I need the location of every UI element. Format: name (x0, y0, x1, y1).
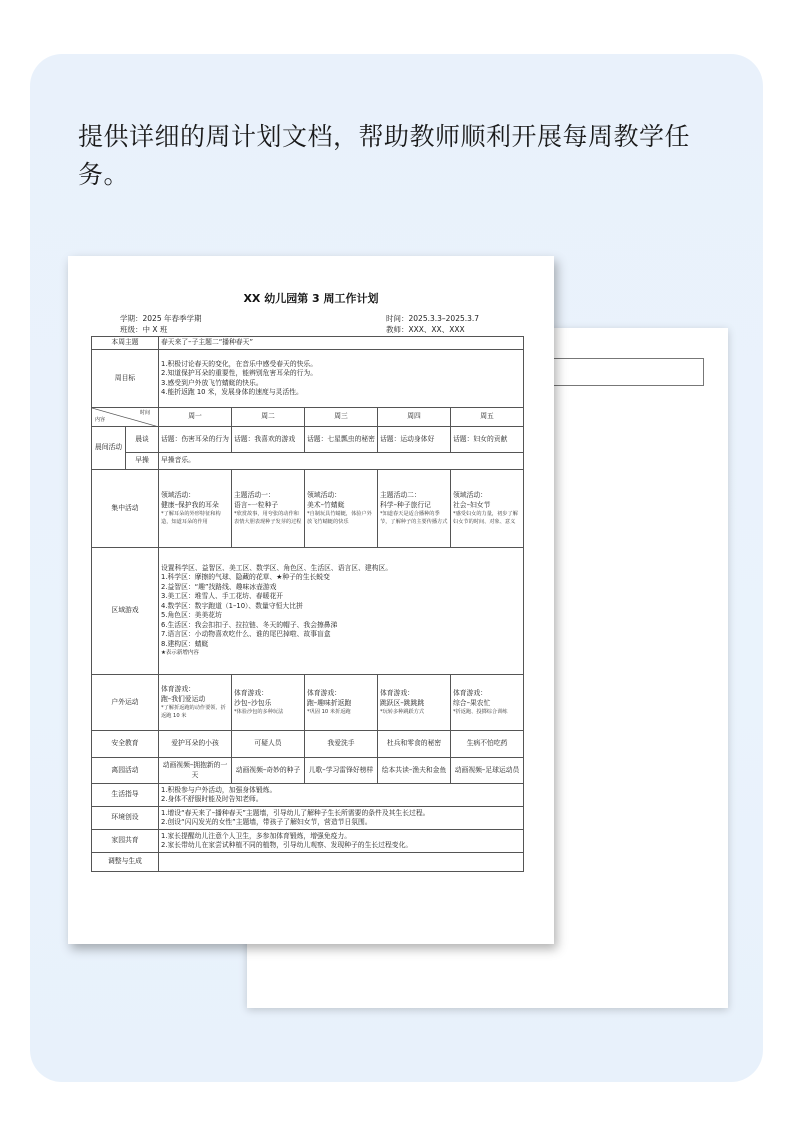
safety-cell: 杜兵和零食的秘密 (378, 731, 451, 758)
life-item: 2.身体不舒服时能及时告知老师。 (161, 795, 263, 803)
focus-note: *欣赏故事，用夸张的动作和表情大胆表现种子发芽的过程 (234, 511, 302, 525)
talk-cell: 话题：伤害耳朵的行为 (159, 427, 232, 453)
outdoor-type: 体育游戏： (234, 689, 268, 697)
home-item: 1.家长提醒幼儿注意个人卫生，多参加体育锻炼，增强免疫力。 (161, 831, 351, 840)
outdoor-title: 跑–趣味折返跑 (307, 698, 352, 707)
adjust-value (159, 853, 524, 872)
table-row (92, 853, 524, 872)
focus-title: 健康–保护我的耳朵 (161, 500, 219, 509)
day-header: 周三 (305, 408, 378, 427)
outdoor-title: 综合–果农忙 (453, 698, 491, 707)
home-label: 家园共育 (92, 830, 159, 853)
focus-type: 领域活动： (161, 491, 195, 499)
outdoor-type: 体育游戏： (161, 685, 195, 693)
home-item: 2.家长带幼儿在家尝试种植不同的植物，引导幼儿观察、发现种子的生长过程变化。 (161, 841, 413, 849)
safety-cell: 我爱洗手 (305, 731, 378, 758)
talk-cell: 话题：运动身体好 (378, 427, 451, 453)
outdoor-cell (378, 675, 451, 731)
front-page-preview (68, 256, 554, 944)
outdoor-title: 跳跃区–跳跳跳 (380, 698, 425, 707)
life-label: 生活指导 (92, 784, 159, 807)
focus-note: *自制玩具竹蜻蜓，体验户外放飞竹蜻蜓的快乐 (307, 511, 372, 525)
outdoor-type: 体育游戏： (453, 689, 487, 697)
table-row (92, 337, 524, 350)
talk-cell: 话题：七星瓢虫的秘密 (305, 427, 378, 453)
focus-cell (159, 470, 232, 548)
week-plan-table (91, 336, 524, 872)
back-page-table-edge (547, 358, 704, 386)
leave-cell: 动画视频–足球运动员 (451, 758, 524, 784)
corner-cell (92, 408, 159, 427)
table-row (92, 830, 524, 853)
env-cell (159, 807, 524, 830)
safety-cell: 可疑人员 (232, 731, 305, 758)
day-header: 周一 (159, 408, 232, 427)
teachers: 教师：XXX、XX、XXX (386, 325, 465, 334)
area-item: 7.语言区：小动物喜欢吃什么、谁的尾巴掉啦、故事盲盒 (161, 630, 331, 638)
outdoor-note: *体验沙包的多种玩法 (234, 709, 284, 715)
table-row (92, 675, 524, 731)
table-row (92, 807, 524, 830)
corner-time-label: 时间 (139, 410, 150, 416)
class-name: 班级：中 X 班 (120, 325, 168, 334)
outdoor-title: 沙包–沙包乐 (234, 698, 272, 707)
table-row (92, 408, 524, 427)
outdoor-note: *了解折返跑的动作要领、折返跑 10 米 (161, 705, 226, 719)
safety-cell: 生病不怕吃药 (451, 731, 524, 758)
leave-cell: 儿歌–学习雷锋好榜样 (305, 758, 378, 784)
leave-cell: 动画视频–奇妙的种子 (232, 758, 305, 784)
table-row (92, 548, 524, 675)
focus-title: 语言–一粒种子 (234, 500, 279, 509)
focus-type: 主题活动二： (380, 491, 421, 499)
morning-label: 晨间活动 (92, 427, 126, 470)
areas-cell (159, 548, 524, 675)
leave-cell: 绘本共读–渔夫和金鱼 (378, 758, 451, 784)
outdoor-label: 户外运动 (92, 675, 159, 731)
talk-label: 晨谈 (126, 427, 159, 453)
outdoor-note: *玩转多种跳跃方式 (380, 709, 425, 715)
day-header: 周四 (378, 408, 451, 427)
outdoor-cell (232, 675, 305, 731)
focus-type: 主题活动一： (234, 491, 275, 499)
area-item: 8.建构区：蜻蜓 (161, 639, 209, 648)
env-item: 1.增设“春天来了–播种春天”主题墙，引导幼儿了解种子生长所需要的条件及其生长过程。 (161, 808, 430, 817)
focus-cell (305, 470, 378, 548)
table-row (92, 784, 524, 807)
areas-note: ★表示新增内容 (161, 650, 199, 656)
adjust-label: 调整与生成 (92, 853, 159, 872)
theme-label: 本周主题 (92, 337, 159, 350)
area-item: 4.数学区：数字跑道（1–10）、数量守恒大比拼 (161, 601, 303, 610)
goal-item: 3.感受到户外放飞竹蜻蜓的快乐。 (161, 378, 263, 387)
corner-content-label: 内容 (95, 416, 106, 423)
goals-cell (159, 350, 524, 408)
home-cell (159, 830, 524, 853)
table-row (92, 427, 524, 453)
leave-cell: 动画视频–拥抱新的一天 (159, 758, 232, 784)
table-row (92, 731, 524, 758)
exercise-label: 早操 (126, 453, 159, 470)
focus-note: *感受妇女的力量，初步了解妇女节的时间、对象、意义 (453, 511, 518, 525)
focus-title: 美术–竹蜻蜓 (307, 500, 345, 509)
goals-label: 周目标 (92, 350, 159, 408)
focus-note: *知道春天是适合播种的季节，了解种子的主要传播方式 (380, 511, 448, 525)
life-cell (159, 784, 524, 807)
area-label: 区域游戏 (92, 548, 159, 675)
day-header: 周五 (451, 408, 524, 427)
semester: 学期：2025 年春季学期 (120, 314, 202, 323)
focus-cell (232, 470, 305, 548)
day-header: 周二 (232, 408, 305, 427)
focus-type: 领域活动： (453, 491, 487, 499)
outdoor-type: 体育游戏： (380, 689, 414, 697)
talk-cell: 话题：我喜欢的游戏 (232, 427, 305, 453)
focus-title: 科学–种子旅行记 (380, 500, 431, 509)
safety-label: 安全教育 (92, 731, 159, 758)
area-item: 2.益智区：“趣”找路线、趣味冰壶游戏 (161, 582, 277, 591)
env-label: 环境创设 (92, 807, 159, 830)
headline: 提供详细的周计划文档，帮助教师顺利开展每周教学任务。 (78, 122, 691, 189)
table-row (92, 470, 524, 548)
env-item: 2.创设“闪闪发光的女性”主题墙，带孩子了解妇女节，营造节日氛围。 (161, 818, 372, 826)
goal-item: 4.能折返跑 10 米，发展身体的速度与灵活性。 (161, 388, 303, 396)
focus-title: 社会–妇女节 (453, 500, 491, 509)
area-item: 设置科学区、益智区、美工区、数学区、角色区、生活区、语言区、建构区。 (161, 563, 393, 572)
goal-item: 2.知道保护耳朵的重要性，能辨别危害耳朵的行为。 (161, 369, 318, 377)
theme-value: 春天来了–子主题二“播种春天” (159, 337, 524, 350)
table-row (92, 758, 524, 784)
talk-cell: 话题：妇女的贡献 (451, 427, 524, 453)
doc-title: XX 幼儿园第 3 周工作计划 (243, 292, 379, 305)
table-row (92, 453, 524, 470)
focus-label: 集中活动 (92, 470, 159, 548)
safety-cell: 爱护耳朵的小孩 (159, 731, 232, 758)
area-item: 6.生活区：我会扣扣子、拉拉链、冬天的帽子、我会擦鼻涕 (161, 620, 338, 629)
time-range: 时间：2025.3.3–2025.3.7 (386, 314, 480, 323)
area-item: 1.科学区：摩擦的气球、隐藏的花草、★种子的生长蜕变 (161, 573, 330, 581)
life-item: 1.积极参与户外活动，加强身体锻炼。 (161, 785, 277, 794)
area-item: 3.美工区：堆雪人、手工花坊、春暖花开 (161, 592, 284, 600)
focus-note: *了解耳朵的外形特征和构造，知道耳朵的作用 (161, 511, 221, 525)
leave-label: 离园活动 (92, 758, 159, 784)
outdoor-type: 体育游戏： (307, 689, 341, 697)
focus-type: 领域活动： (307, 491, 341, 499)
outdoor-cell (305, 675, 378, 731)
focus-cell (378, 470, 451, 548)
table-row (92, 350, 524, 408)
outdoor-title: 跑–我们爱运动 (161, 694, 206, 703)
outdoor-note: *折返跑、投掷综合训练 (453, 709, 508, 715)
outdoor-cell (451, 675, 524, 731)
area-item: 5.角色区：美美花坊 (161, 611, 222, 619)
outdoor-note: *巩固 10 米折返跑 (307, 709, 351, 715)
goal-item: 1.积极讨论春天的变化，在音乐中感受春天的快乐。 (161, 359, 318, 368)
exercise-value: 早操音乐。 (159, 453, 524, 470)
outdoor-cell (159, 675, 232, 731)
focus-cell (451, 470, 524, 548)
